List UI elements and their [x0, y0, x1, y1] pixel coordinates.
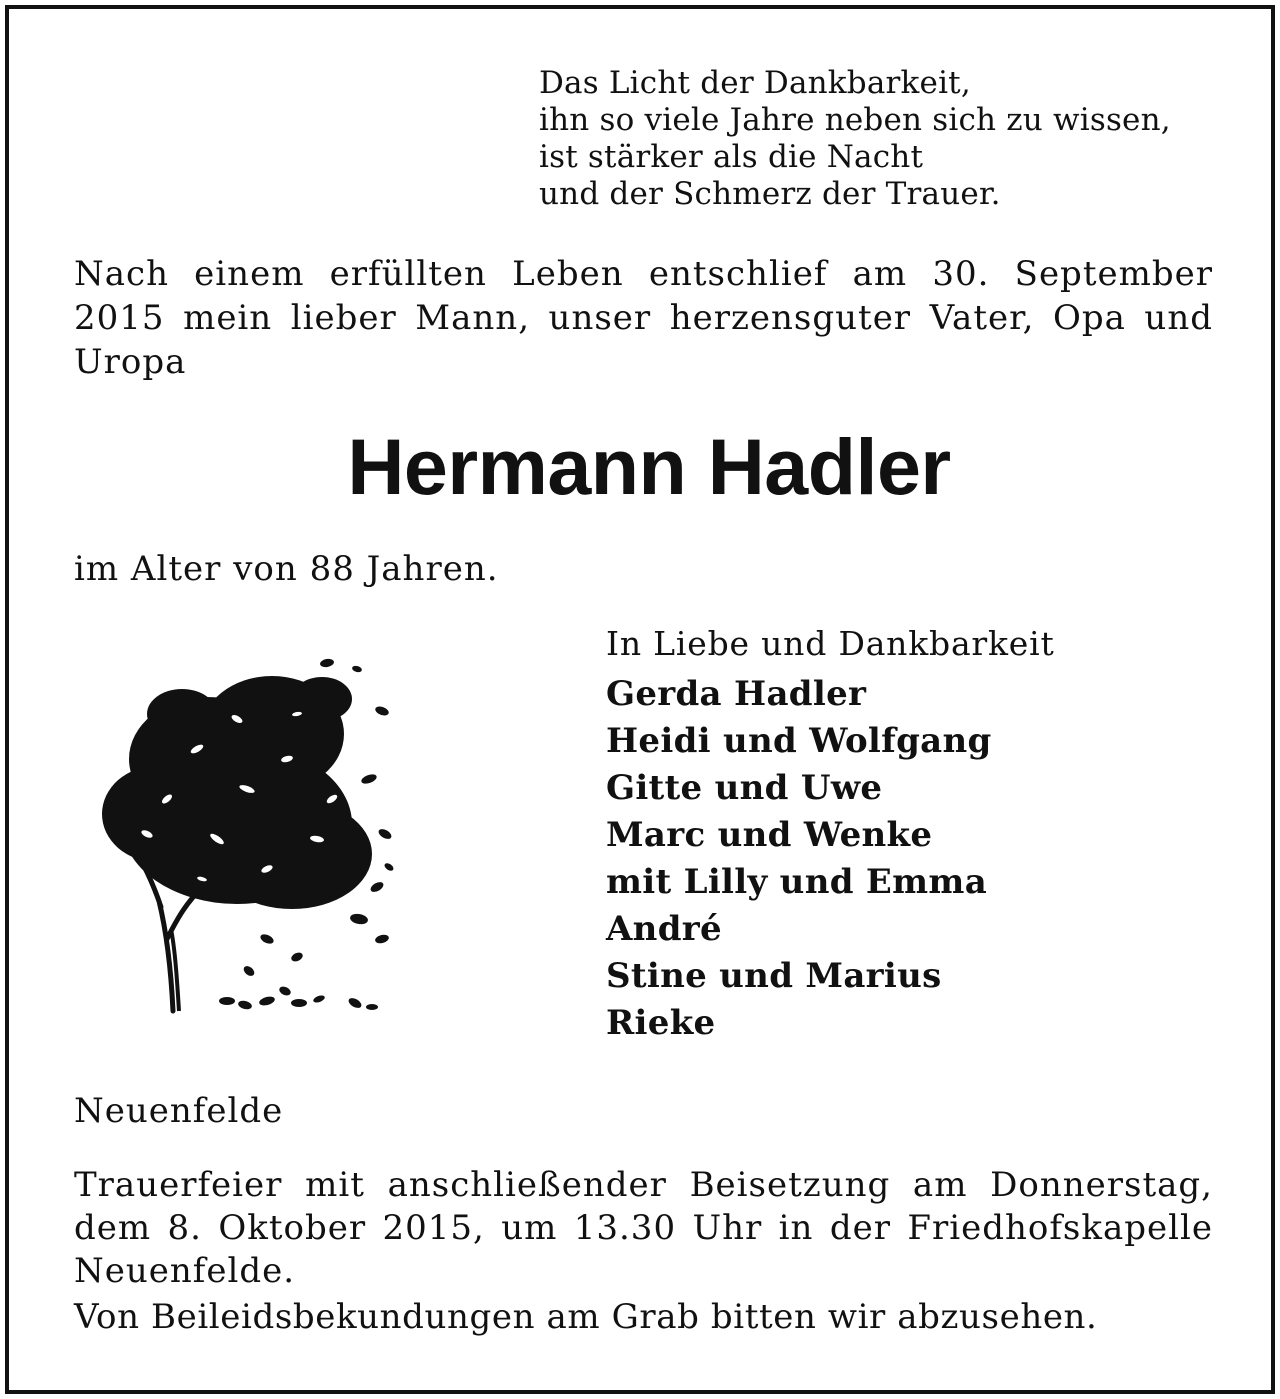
mourner-name: Heidi und Wolfgang — [606, 721, 992, 761]
poem-line: ist stärker als die Nacht — [539, 139, 924, 175]
funeral-info: Trauerfeier mit anschließender Beisetzung am Donnerstag, dem 8. Oktober 2015, um 13.30 Uhr in der Friedhofskapelle Neuenfelde. — [74, 1165, 1213, 1291]
age-line: im Alter von 88 Jahren. — [74, 549, 499, 589]
deceased-name: Hermann Hadler — [347, 422, 951, 511]
mourner-name: Marc und Wenke — [606, 815, 933, 855]
obituary-notice — [5, 5, 1275, 1394]
mourners-block — [606, 621, 1246, 1047]
intro-text: Nach einem erfüllten Leben entschlief am 30. September 2015 mein lieber Mann, unser herzensguter Vater, Opa und Uropa — [74, 254, 1213, 382]
poem-line: und der Schmerz der Trauer. — [539, 176, 1001, 212]
place-name: Neuenfelde — [74, 1091, 284, 1131]
mourner-name: André — [606, 909, 722, 949]
condolence-request: Von Beileidsbekundungen am Grab bitten wir abzusehen. — [74, 1297, 1098, 1337]
poem — [539, 65, 1239, 213]
mourner-name: mit Lilly und Emma — [606, 862, 988, 902]
poem-line: ihn so viele Jahre neben sich zu wissen, — [539, 102, 1171, 138]
mourner-name: Gerda Hadler — [606, 674, 867, 714]
windblown-tree-icon — [87, 639, 407, 1029]
mourner-name: Gitte und Uwe — [606, 768, 883, 808]
mourner-name: Rieke — [606, 1003, 716, 1043]
mourners-greeting: In Liebe und Dankbarkeit — [606, 624, 1055, 663]
poem-line: Das Licht der Dankbarkeit, — [539, 65, 971, 101]
mourner-name: Stine und Marius — [606, 956, 942, 996]
